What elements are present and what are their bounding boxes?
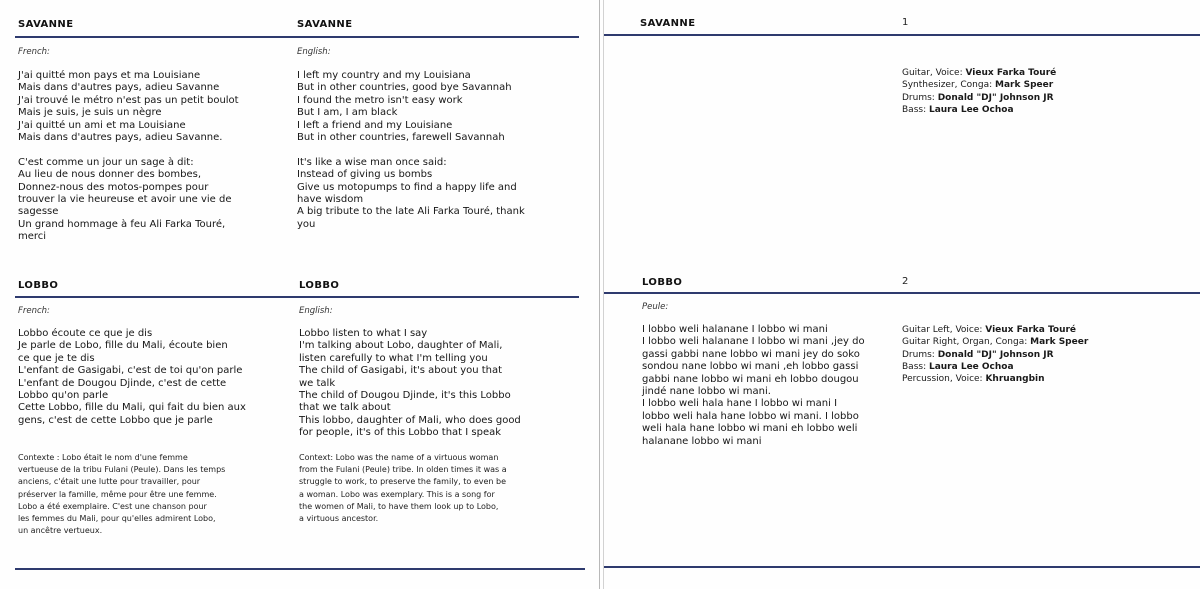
credit-line — [902, 104, 1192, 116]
lobbo-track-number: 2 — [902, 276, 909, 287]
lobbo-english-label: English: — [299, 306, 333, 316]
credit-role: Percussion, Voice: — [902, 374, 986, 385]
savanne-english-lyrics: I left my country and my Louisiana But in other countries, good bye Savannah I found the metro isn't easy work But I am, I am black I left a friend and my Louisiane But in other countries, farewell Savannah It's like a wise man once said: Instead of giving us bombs Give us motopumps to find a happy life and have wisdom A big tribute to the late Ali Farka Touré, thank you — [297, 70, 525, 230]
credit-line — [902, 324, 1192, 336]
credit-line — [902, 349, 1192, 361]
credit-line — [902, 336, 1192, 348]
credit-line — [902, 373, 1192, 385]
savanne-english-label: English: — [297, 47, 331, 57]
credit-line — [902, 67, 1192, 79]
savanne-english-title: SAVANNE — [297, 19, 353, 30]
credit-name: Mark Speer — [995, 80, 1054, 91]
credit-role: Drums: — [902, 349, 938, 360]
savanne-french-lyrics: J'ai quitté mon pays et ma Louisiane Mais dans d'autres pays, adieu Savanne J'ai trouvé le métro n'est pas un petit boulot Mais je suis, je suis un nègre J'ai quitté un ami et ma Louisiane Mais dans d'autres pays, adieu Savanne. C'est comme un jour un sage à dit: Au lieu de nous donner des bombes, Donnez-nous des motos-pompes pour trouver la vie heureuse et avoir une vie de sagesse Un grand hommage à feu Ali Farka Touré, merci — [18, 70, 239, 243]
credit-line — [902, 79, 1192, 91]
lobbo-right-title: LOBBO — [642, 277, 683, 288]
center-fold — [599, 0, 600, 589]
lobbo-english-title: LOBBO — [299, 280, 340, 291]
lobbo-rule-right — [604, 292, 1200, 294]
credit-name: Khruangbin — [985, 374, 1045, 385]
lobbo-credits — [902, 324, 1192, 385]
savanne-credits — [902, 67, 1192, 116]
lobbo-french-label: French: — [18, 306, 50, 316]
credit-role: Bass: — [902, 104, 929, 115]
credit-name: Donald "DJ" Johnson JR — [937, 349, 1054, 360]
lobbo-english-lyrics: Lobbo listen to what I say I'm talking about Lobo, daughter of Mali, listen carefully to what I'm telling you The child of Gasigabi, it's about you that we talk The child of Dougou Djinde, it's this Lobbo that we talk about This lobbo, daughter of Mali, who does good for people, it's of this Lobbo that I speak — [299, 328, 521, 439]
lobbo-french-title: LOBBO — [18, 280, 59, 291]
lobbo-french-lyrics: Lobbo écoute ce que je dis Je parle de Lobo, fille du Mali, écoute bien ce que je te dis L'enfant de Gasigabi, c'est de toi qu'on parle L'enfant de Dougou Djinde, c'est de cette Lobbo qu'on parle Cette Lobbo, fille du Mali, qui fait du bien aux gens, c'est de cette Lobbo que je parle — [18, 328, 246, 426]
credit-name: Laura Lee Ochoa — [928, 104, 1014, 115]
savanne-french-title: SAVANNE — [18, 19, 74, 30]
credit-name: Vieux Farka Touré — [985, 325, 1077, 335]
credit-role: Synthesizer, Conga: — [902, 80, 996, 91]
bottom-rule-left — [15, 568, 585, 570]
savanne-rule-right — [604, 34, 1200, 36]
credit-name: Vieux Farka Touré — [965, 68, 1057, 78]
lobbo-peule-lyrics: I lobbo weli halanane I lobbo wi mani I lobbo weli halanane I lobbo wi mani ,jey do gassi gabbi nane lobbo wi mani jey do soko sondou nane lobbo wi mani ,eh lobbo gassi gabbi nane lobbo wi mani eh lobbo dougou jindé nane lobbo wi mani. I lobbo weli hala hane I lobbo wi mani I lobbo weli hala hane lobbo wi mani. I lobbo weli hala hane lobbo wi mani eh lobbo weli halanane lobbo wi mani — [642, 324, 865, 447]
credit-role: Guitar Left, Voice: — [902, 325, 986, 335]
credit-line — [902, 361, 1192, 373]
credit-role: Guitar Right, Organ, Conga: — [902, 337, 1031, 348]
credit-name: Donald "DJ" Johnson JR — [937, 92, 1054, 103]
credit-name: Laura Lee Ochoa — [928, 361, 1014, 372]
lobbo-english-context: Context: Lobo was the name of a virtuous woman from the Fulani (Peule) tribe. In olden times it was a struggle to work, to preserve the family, to even be a woman. Lobo was exemplary. This is a song for the women of Mali, to have them look up to Lobo, a virtuous ancestor. — [299, 453, 507, 524]
lobbo-rule-left — [15, 296, 579, 298]
savanne-rule-left — [15, 36, 579, 38]
savanne-right-title: SAVANNE — [640, 18, 696, 29]
credit-role: Bass: — [902, 361, 929, 372]
savanne-french-label: French: — [18, 47, 50, 57]
lobbo-french-context: Contexte : Lobo était le nom d'une femme vertueuse de la tribu Fulani (Peule). Dans les temps anciens, c'était une lutte pour travailler, pour préserver la famille, même pour être une femme. Lobo a été exemplaire. C'est une chanson pour les femmes du Mali, pour qu'elles admirent Lobo, un ancêtre vertueux. — [18, 453, 226, 536]
credit-name: Mark Speer — [1030, 337, 1089, 348]
credit-role: Drums: — [902, 92, 938, 103]
credit-line — [902, 92, 1192, 104]
bottom-rule-right — [604, 566, 1200, 568]
lobbo-peule-label: Peule: — [642, 302, 669, 312]
center-fold-shadow — [603, 0, 604, 589]
savanne-track-number: 1 — [902, 17, 909, 28]
credit-role: Guitar, Voice: — [902, 68, 966, 78]
